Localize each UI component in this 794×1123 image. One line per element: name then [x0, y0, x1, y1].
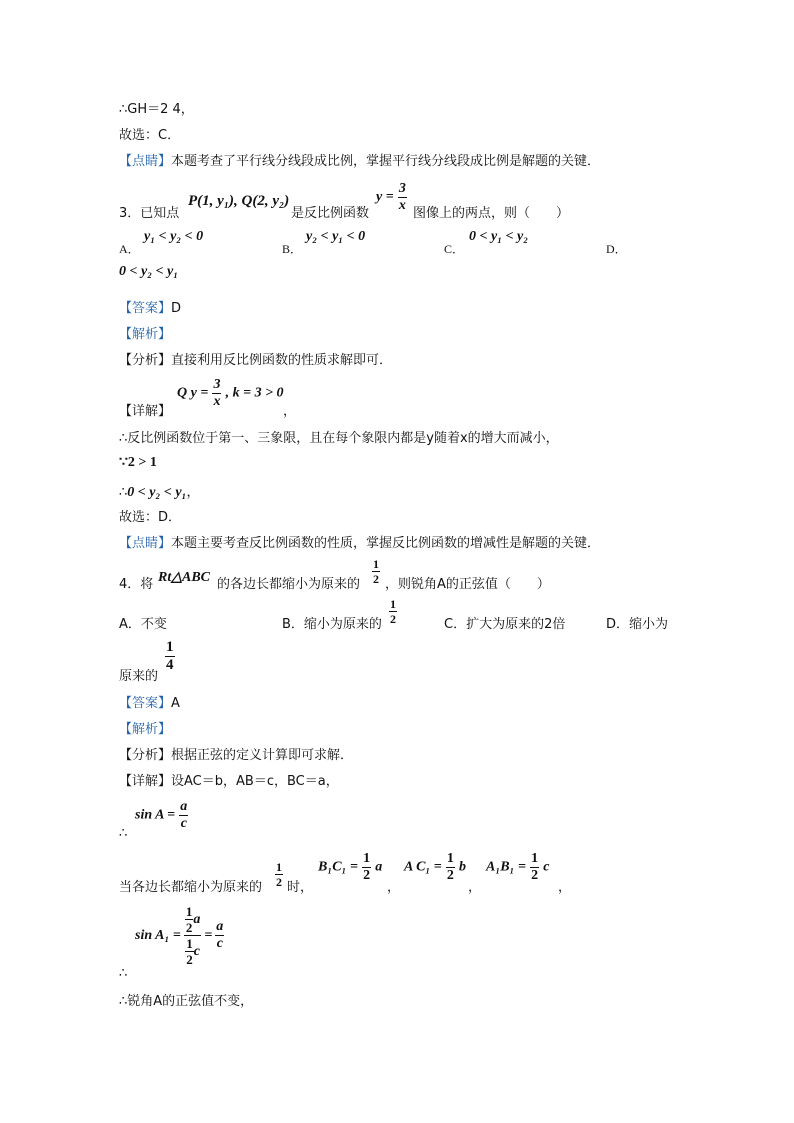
q3-opt-b: y₂ < y₁ < 0: [306, 229, 366, 244]
xj-rhs: , k = 3 > 0: [225, 385, 284, 401]
q4-optb-fraction: [389, 598, 397, 625]
q3-points: P(1, y₁), Q(2, y₂): [188, 193, 290, 209]
sin-a-lhs: sin A =: [135, 807, 176, 823]
q4-mid: 的各边长都缩小为原来的: [217, 577, 361, 592]
cn-den: 2: [185, 920, 193, 935]
b1c1-fraction: [362, 852, 371, 883]
xj-lhs: Q y =: [177, 385, 209, 401]
q4-jiexi-tag: 【解析】: [119, 722, 172, 737]
fenxi-tag-4: 【分析】: [119, 748, 172, 763]
q3-xj-line5: 故选：D．: [119, 510, 182, 525]
q4-tail: ，则锐角A的正弦值（ ）: [385, 577, 550, 592]
sin-a1-lhs: sin A₁ =: [135, 927, 181, 943]
cn-var: a: [193, 911, 201, 927]
q3-jiexi-tag: 【解析】: [119, 327, 172, 342]
ac1-fraction: [446, 852, 455, 883]
therefore-1: ∴: [119, 826, 128, 841]
sin-a-formula: [135, 800, 188, 831]
comma-2: ，: [468, 880, 482, 895]
answer-value: D: [171, 301, 182, 316]
comma-1: ，: [387, 880, 401, 895]
q3-func-den: x: [398, 198, 406, 213]
q3-number: 3．已知点: [119, 206, 180, 221]
xj-fraction: [212, 378, 221, 409]
q4-when-fraction: [275, 861, 283, 888]
xj-comma: ，: [283, 404, 297, 419]
q4-fenxi: [119, 744, 353, 763]
q4-opt-a: A．不变: [119, 617, 167, 632]
sin-a-num: a: [180, 799, 188, 814]
comma-3: ，: [558, 880, 572, 895]
q4-triangle: Rt△ABC: [158, 570, 211, 585]
xj-den: x: [213, 394, 221, 409]
q3-answer: [119, 297, 181, 316]
q3-opt-d-label: D．: [606, 242, 627, 256]
q3-fenxi: [119, 349, 392, 368]
q3-opt-a: y₁ < y₂ < 0: [144, 229, 204, 244]
xj-num: 3: [213, 377, 221, 392]
answer-tag-4: 【答案】: [119, 696, 172, 711]
a1b1-var: c: [543, 859, 550, 875]
cd-den: 2: [186, 952, 193, 967]
q4-quarter-den: 4: [166, 657, 174, 673]
compound-den: [185, 936, 200, 966]
ac1-num: 1: [446, 851, 454, 866]
q4-half-num: 1: [373, 557, 379, 571]
q3-xj-line3: ∵2 > 1: [119, 455, 157, 470]
ac1-formula: [404, 852, 466, 883]
dianjing-text: 本题考查了平行线分线段成比例，掌握平行线分线段成比例是解题的关键．: [171, 154, 601, 169]
q3-opt-c-label: C．: [444, 242, 465, 256]
cn-num: 1: [185, 904, 193, 919]
dianjing-1: [119, 150, 600, 169]
q3-function: [376, 182, 407, 213]
cd-var: c: [193, 943, 200, 959]
q3-xj-line2: ∴反比例函数位于第一、三象限，且在每个象限内都是y随着x的增大而减小，: [119, 431, 559, 446]
b1c1-var: a: [375, 859, 383, 875]
gh-line: ∴GH＝2 4，: [119, 102, 194, 117]
dianjing-tag: 【点睛】: [119, 154, 172, 169]
q4-quarter-fraction: [165, 640, 175, 673]
q4-xiangjie: [119, 770, 339, 789]
q3-mid: 是反比例函数: [291, 206, 370, 221]
xiangjie-text-4: 设AC＝b，AB＝c，BC＝a，: [171, 774, 339, 789]
sin-a-fraction: [179, 800, 188, 831]
q4-answer: [119, 692, 180, 711]
q4-half-den: 2: [373, 572, 379, 586]
q4-opt-d: D．缩小为: [606, 617, 669, 632]
q3-func-fraction: [398, 182, 407, 213]
ac1-var: b: [459, 859, 467, 875]
res-num: a: [216, 919, 224, 934]
fenxi-text: 直接利用反比例函数的性质求解即可．: [171, 353, 393, 368]
compound-num: [184, 905, 202, 936]
when-den: 2: [276, 875, 282, 889]
q3-func-lhs: y =: [376, 189, 394, 205]
q4-when-tail: 时，: [287, 880, 314, 895]
res-den: c: [216, 936, 223, 951]
sin-a-den: c: [180, 816, 187, 831]
q4-number: 4．将: [119, 577, 154, 592]
answer-tag: 【答案】: [119, 301, 172, 316]
q4-when-text: 当各边长都缩小为原来的: [119, 880, 263, 895]
dianjing-tag-2: 【点睛】: [119, 536, 172, 551]
b1c1-den: 2: [363, 868, 371, 883]
ac1-lhs: A C₁ =: [404, 859, 442, 875]
q4-final: ∴锐角A的正弦值不变，: [119, 994, 254, 1009]
q4-optb-num: 1: [390, 597, 396, 611]
q3-opt-d: 0 < y₂ < y₁: [119, 264, 179, 279]
therefore-2: ∴: [119, 966, 128, 981]
q3-xiangjie-tag: 【详解】: [119, 404, 172, 419]
xj-therefore: ∴: [119, 485, 128, 500]
a1b1-num: 1: [531, 851, 539, 866]
a1b1-lhs: A₁B₁ =: [486, 859, 526, 875]
q3-func-num: 3: [398, 181, 406, 196]
sin-a1-formula: sin A₁ = $\frac{1}{2}$ a $\frac{1}{2}$ c = $\frac{a}{c}$: [135, 904, 224, 967]
q4-opt-c: C．扩大为原来的2倍: [444, 617, 566, 632]
q4-half-fraction: [372, 558, 380, 585]
a1b1-den: 2: [531, 868, 539, 883]
q4-opt-d-tail: 原来的: [119, 669, 159, 684]
a1b1-fraction: [530, 852, 539, 883]
answer-value-4: A: [171, 696, 180, 711]
b1c1-num: 1: [363, 851, 371, 866]
b1c1-lhs: B₁C₁ =: [318, 859, 358, 875]
a1b1-formula: [486, 852, 549, 883]
xj-line4-comma: ，: [186, 485, 200, 500]
q3-opt-c: 0 < y₁ < y₂: [469, 229, 529, 244]
sin-a1-compound-fraction: [184, 905, 202, 966]
when-num: 1: [276, 860, 282, 874]
q3-tail: 图像上的两点，则（ ）: [413, 206, 570, 221]
choice-c-line: 故选：C．: [119, 128, 181, 143]
sin-a1-result: [215, 920, 224, 951]
cd-num: 1: [186, 936, 193, 951]
fenxi-text-4: 根据正弦的定义计算即可求解．: [171, 748, 354, 763]
q3-xj-line4: [119, 481, 199, 501]
b1c1-formula: [318, 852, 382, 883]
q3-dianjing: [119, 532, 600, 551]
dianjing-text-2: 本题主要考查反比例函数的性质，掌握反比例函数的增减性是解题的关键．: [171, 536, 601, 551]
xiangjie-tag-4: 【详解】: [119, 774, 172, 789]
q4-opt-b: B．缩小为原来的: [282, 617, 382, 632]
q3-opt-b-label: B．: [282, 242, 303, 256]
q3-opt-a-label: A．: [119, 242, 140, 256]
q4-quarter-num: 1: [166, 639, 174, 655]
q4-optb-den: 2: [390, 612, 396, 626]
fenxi-tag: 【分析】: [119, 353, 172, 368]
ac1-den: 2: [446, 868, 454, 883]
q3-xiangjie-formula: [177, 378, 284, 409]
xj-inequality: 0 < y₂ < y₁: [127, 485, 187, 500]
